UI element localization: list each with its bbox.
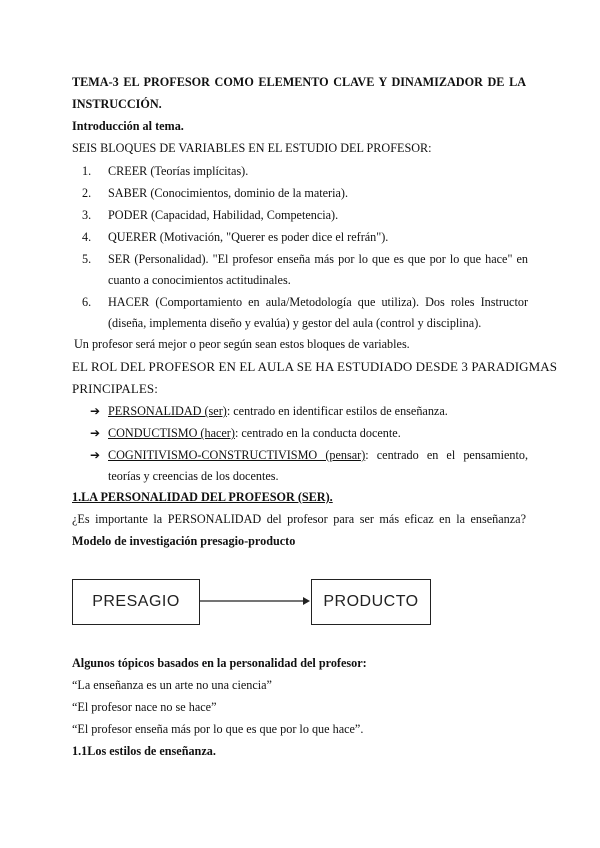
list-item: CREER (Teorías implícitas).	[108, 164, 249, 178]
paradigm-name: COGNITIVISMO-CONSTRUCTIVISMO (pensar)	[108, 448, 366, 462]
list-item	[108, 426, 401, 441]
arrow-bullet-icon: ➔	[90, 448, 101, 462]
paradigm-name: PERSONALIDAD (ser)	[108, 404, 227, 418]
blocks-heading: SEIS BLOQUES DE VARIABLES EN EL ESTUDIO DEL PROFESOR:	[72, 141, 432, 155]
intro-heading: Introducción al tema.	[72, 119, 184, 133]
list-item-continuation: (diseña, implementa diseño y evalúa) y gestor del aula (control y disciplina).	[108, 316, 482, 330]
paradigm-name: CONDUCTISMO (hacer)	[108, 426, 235, 440]
paradigm-desc: : centrado en la conducta docente.	[234, 426, 401, 440]
topic-quote: “La enseñanza es un arte no una ciencia”	[72, 678, 272, 692]
producto-box: PRODUCTO	[311, 579, 431, 625]
paradigm-desc: : centrado en el pensamiento,	[365, 448, 528, 462]
model-heading: Modelo de investigación presagio-producto	[72, 534, 296, 548]
section-question: ¿Es importante la PERSONALIDAD del profesor para ser más eficaz en la enseñanza?	[72, 512, 526, 526]
arrow-bullet-icon: ➔	[90, 426, 101, 440]
list-number: 2.	[82, 186, 92, 200]
list-item-continuation: cuanto a conocimientos actitudinales.	[108, 273, 291, 287]
summary-text: Un profesor será mejor o peor según sean estos bloques de variables.	[74, 337, 410, 351]
arrow-right-icon	[199, 594, 311, 608]
list-number: 1.	[82, 164, 92, 178]
subsection-heading: 1.1Los estilos de enseñanza.	[72, 744, 216, 758]
paradigm-heading-line-1: EL ROL DEL PROFESOR EN EL AULA SE HA ESTUDIADO DESDE 3 PARADIGMAS	[72, 359, 558, 374]
topics-heading: Algunos tópicos basados en la personalidad del profesor:	[72, 656, 367, 670]
section-heading: 1.LA PERSONALIDAD DEL PROFESOR (SER).	[72, 490, 333, 504]
list-item	[108, 404, 448, 419]
list-item: QUERER (Motivación, "Querer es poder dice el refrán").	[108, 230, 389, 244]
paradigm-heading-line-2: PRINCIPALES:	[72, 381, 158, 396]
paradigm-desc: : centrado en identificar estilos de enseñanza.	[226, 404, 448, 418]
list-item	[108, 448, 528, 463]
list-item: SER (Personalidad). "El profesor enseña más por lo que es que por lo que hace" en	[108, 252, 528, 266]
list-number: 5.	[82, 252, 92, 266]
list-number: 6.	[82, 295, 92, 309]
list-number: 3.	[82, 208, 92, 222]
arrow-bullet-icon: ➔	[90, 404, 101, 418]
list-item-continuation: teorías y creencias de los docentes.	[108, 469, 279, 483]
list-item: HACER (Comportamiento en aula/Metodología que utiliza). Dos roles Instructor	[108, 295, 528, 309]
topic-quote: “El profesor enseña más por lo que es que por lo que hace”.	[72, 722, 364, 736]
list-item: SABER (Conocimientos, dominio de la materia).	[108, 186, 348, 200]
list-item: PODER (Capacidad, Habilidad, Competencia).	[108, 208, 339, 222]
list-number: 4.	[82, 230, 92, 244]
title-line-1: TEMA-3 EL PROFESOR COMO ELEMENTO CLAVE Y DINAMIZADOR DE LA	[72, 75, 526, 89]
presagio-box: PRESAGIO	[72, 579, 200, 625]
topic-quote: “El profesor nace no se hace”	[72, 700, 217, 714]
title-line-2: INSTRUCCIÓN.	[72, 97, 162, 111]
